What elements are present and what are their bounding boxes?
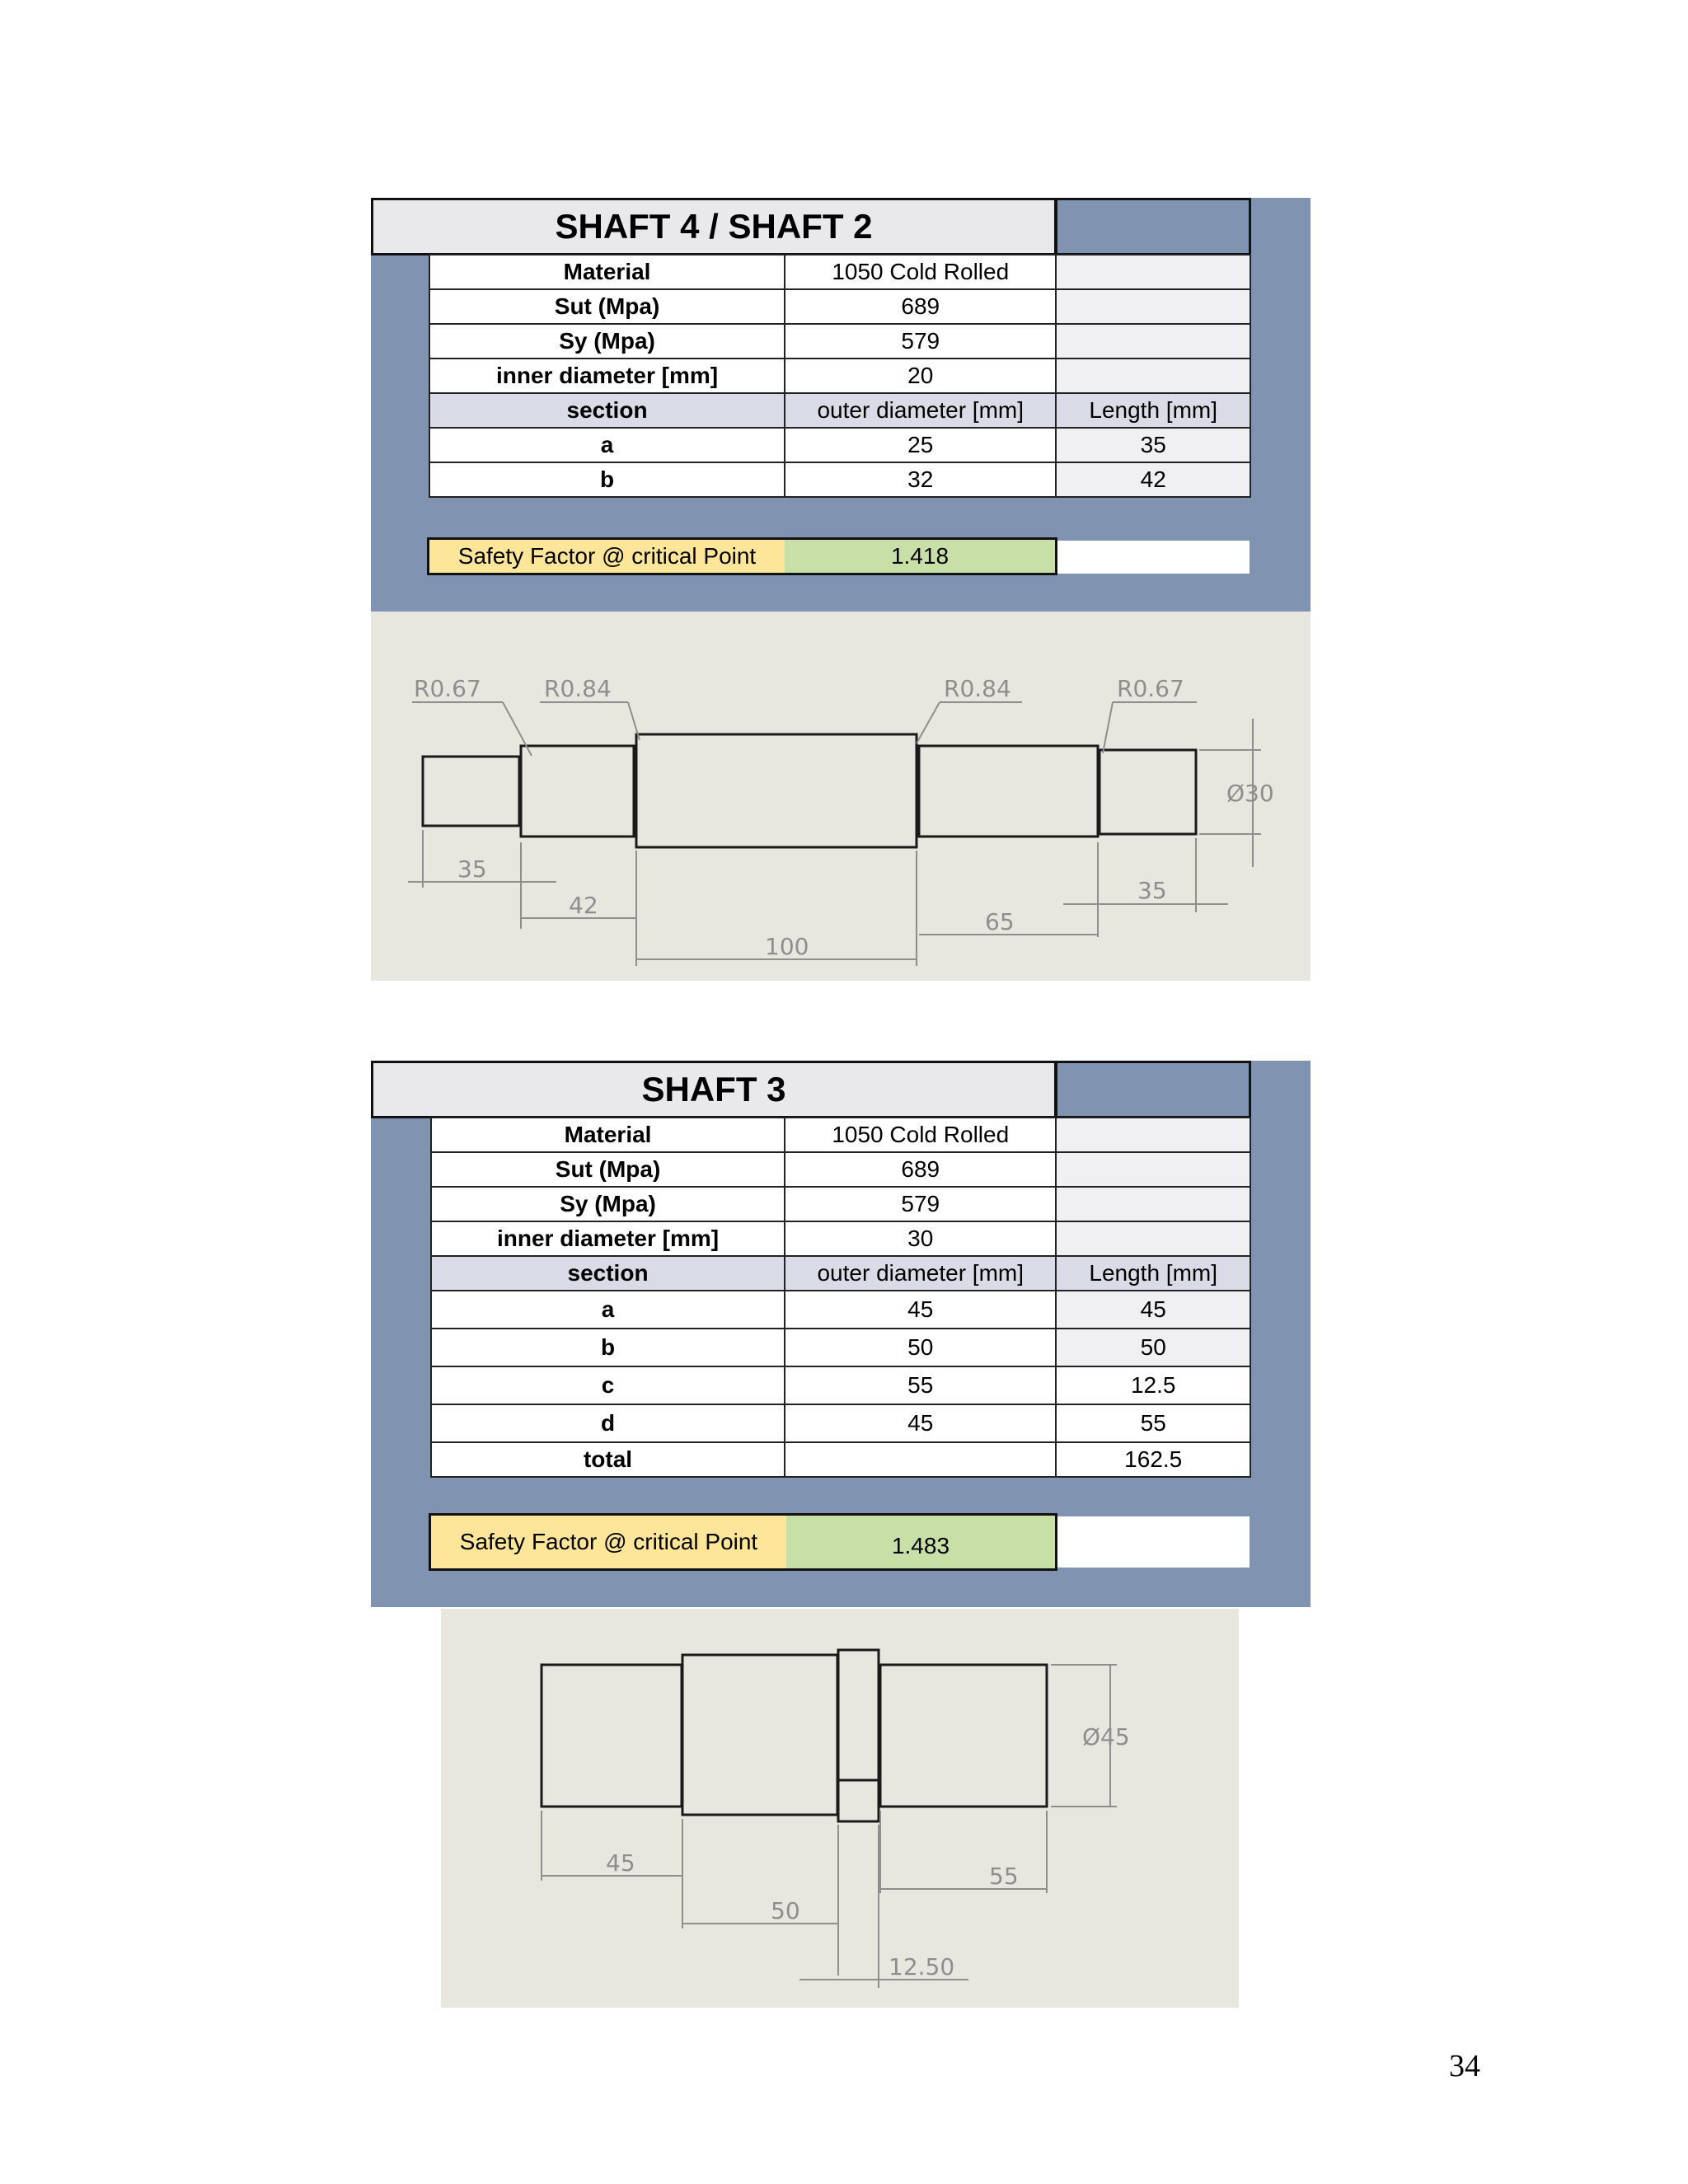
blank-cell [1057,541,1250,574]
blank-cell [1056,324,1250,359]
section-length: 50 [1056,1329,1250,1366]
section-name: b [431,1329,785,1366]
dimension-label: 12.50 [889,1953,955,1980]
dimension-label: 55 [989,1863,1019,1890]
table-row [431,1221,1250,1256]
table-row [431,1187,1250,1221]
radius-label: R0.67 [414,675,481,702]
inner-diameter-value: 20 [785,359,1056,393]
shaft-a-safety-factor [427,537,1057,575]
sut-label: Sut (Mpa) [429,289,785,324]
radius-label: R0.84 [944,675,1011,702]
sy-value: 579 [785,1187,1056,1221]
inner-diameter-label: inner diameter [mm] [431,1221,785,1256]
section-od [785,1442,1056,1477]
section-length: 35 [1056,428,1250,462]
table-header-row [431,1256,1250,1291]
table-row [429,255,1250,289]
material-label: Material [431,1118,785,1152]
dimension-label: 35 [1137,877,1167,904]
blank-cell [1056,359,1250,393]
blank-cell [1056,1118,1250,1152]
shaft-b-safety-factor [429,1513,1057,1571]
table-row [429,324,1250,359]
material-label: Material [429,255,785,289]
page-number: 34 [1449,2049,1480,2083]
sut-value: 689 [785,1152,1056,1187]
length-header: Length [mm] [1056,393,1250,428]
safety-factor-value: 1.483 [786,1516,1055,1568]
section-od: 45 [785,1291,1056,1329]
sy-label: Sy (Mpa) [431,1187,785,1221]
section-name: a [431,1291,785,1329]
section-name: total [431,1442,785,1477]
blank-cell [1056,255,1250,289]
sut-value: 689 [785,289,1056,324]
blank-cell [1056,1221,1250,1256]
inner-diameter-label: inner diameter [mm] [429,359,785,393]
section-length: 55 [1056,1404,1250,1442]
outer-diameter-header: outer diameter [mm] [785,393,1056,428]
total-length: 162.5 [1056,1442,1250,1477]
sut-label: Sut (Mpa) [431,1152,785,1187]
section-name: b [429,462,785,497]
table-row [431,1366,1250,1404]
section-name: a [429,428,785,462]
collar-shape [838,1650,879,1821]
safety-factor-label: Safety Factor @ critical Point [429,540,785,573]
dimension-label: 42 [569,892,598,919]
table-row [431,1291,1250,1329]
table-row [431,1329,1250,1366]
sy-value: 579 [785,324,1056,359]
section-name: d [431,1404,785,1442]
material-value: 1050 Cold Rolled [785,1118,1056,1152]
table-row [429,462,1250,497]
dimension-label: 65 [985,908,1015,935]
dimension-label: 35 [457,855,487,883]
dimension-label: 100 [765,933,809,960]
table-row [429,359,1250,393]
inner-diameter-value: 30 [785,1221,1056,1256]
shaft-b-title: SHAFT 3 [371,1061,1057,1118]
dimension-label: 50 [771,1897,800,1924]
section-od: 45 [785,1404,1056,1442]
sy-label: Sy (Mpa) [429,324,785,359]
blank-cell [1056,1152,1250,1187]
length-header: Length [mm] [1056,1256,1250,1291]
blank-cell [1057,1516,1250,1568]
shaft-a-title: SHAFT 4 / SHAFT 2 [371,198,1057,255]
shaft-a-drawing [371,612,1311,981]
blank-cell [1056,1187,1250,1221]
section-length: 12.5 [1056,1366,1250,1404]
diameter-label: Ø45 [1082,1723,1130,1750]
table-row [431,1152,1250,1187]
table-row [431,1442,1250,1477]
section-header: section [429,393,785,428]
section-od: 50 [785,1329,1056,1366]
safety-factor-value: 1.418 [785,540,1055,573]
shaft-b-title-swatch [1055,1061,1251,1118]
dimension-label: 45 [606,1849,635,1877]
outer-diameter-header: outer diameter [mm] [785,1256,1056,1291]
safety-factor-label: Safety Factor @ critical Point [431,1516,786,1568]
diameter-label: Ø30 [1226,780,1274,807]
blank-cell [1056,289,1250,324]
section-length: 45 [1056,1291,1250,1329]
table-row [429,289,1250,324]
table-row [429,428,1250,462]
table-row [431,1404,1250,1442]
section-header: section [431,1256,785,1291]
shaft-a-spec-table [429,254,1251,498]
shaft-b-drawing-svg [441,1609,1239,2008]
table-row [431,1118,1250,1152]
section-length: 42 [1056,462,1250,497]
shaft-a-drawing-svg [371,612,1311,981]
section-od: 32 [785,462,1056,497]
shaft-b-drawing [441,1609,1239,2008]
material-value: 1050 Cold Rolled [785,255,1056,289]
section-name: c [431,1366,785,1404]
radius-label: R0.67 [1117,675,1184,702]
table-header-row [429,393,1250,428]
shaft-b-spec-table [430,1117,1251,1478]
radius-label: R0.84 [544,675,612,702]
section-od: 55 [785,1366,1056,1404]
section-od: 25 [785,428,1056,462]
shaft-a-title-swatch [1055,198,1251,255]
